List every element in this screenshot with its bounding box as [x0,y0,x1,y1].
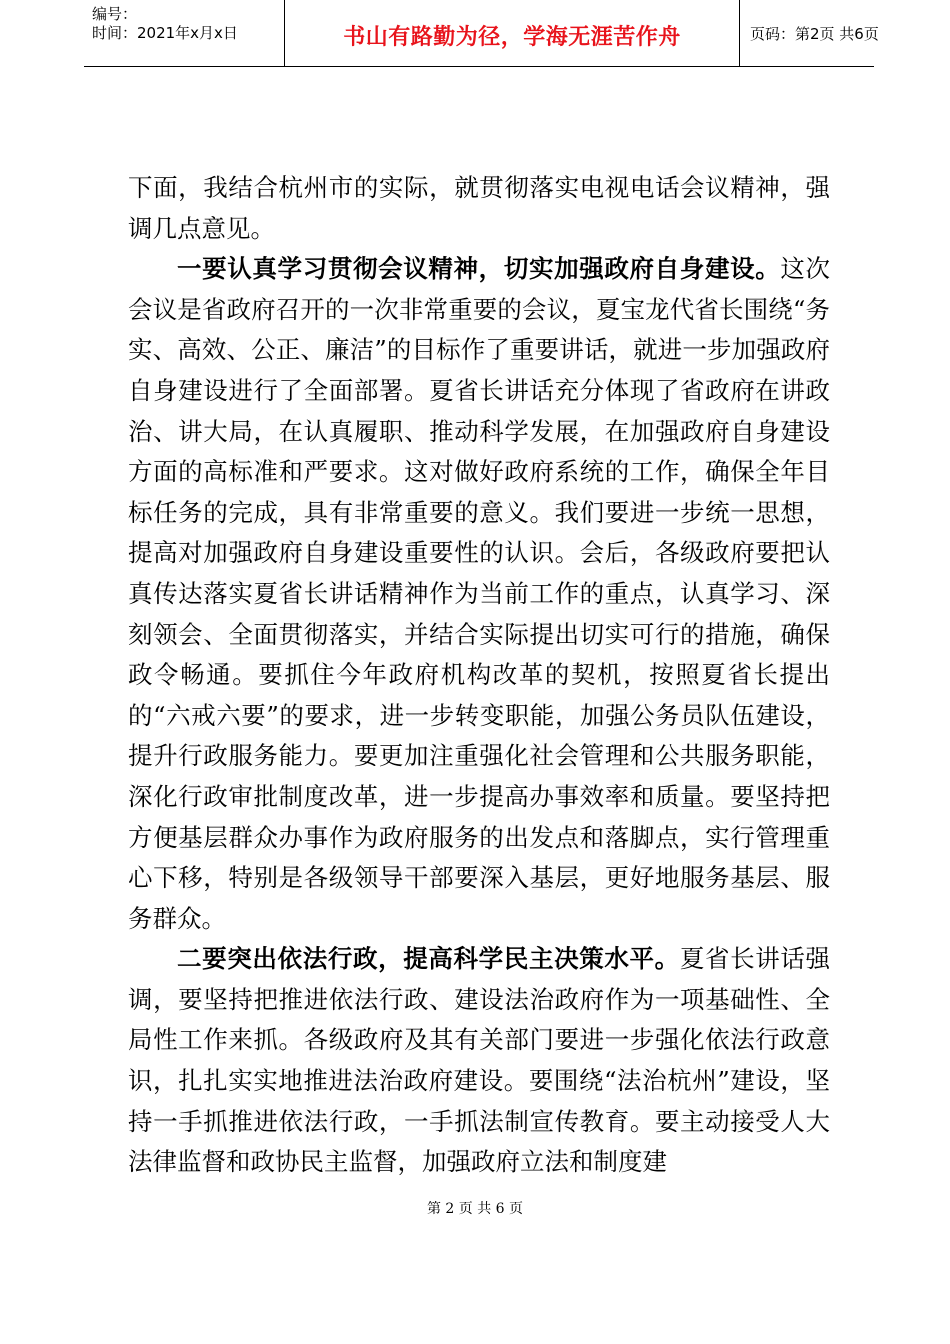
paragraph-text: 夏省长讲话强调，要坚持把推进依法行政、建设法治政府作为一项基础性、全局性工作来抓。各级政府及其有关部门要进一步强化依法行政意识，扎扎实实地推进法治政府建设。要围绕“法治杭州”建设，坚持一手抓推进依法行政，一手抓法制宣传教育。要主动接受人大法律监督和政协民主监督，加强政府立法和制度建 [128,944,831,1177]
section-one-heading: 一要认真学习贯彻会议精神，切实加强政府自身建设。 [177,254,781,284]
intro-paragraph [128,168,830,249]
paragraph-text: 下面，我结合杭州市的实际，就贯彻落实电视电话会议精神，强调几点意见。 [128,173,830,243]
header-meta-cell [84,0,284,66]
page-footer: 第 2 页 共 6 页 [426,1201,524,1217]
section-two-heading: 二要突出依法行政，提高科学民主决策水平。 [177,944,680,974]
header-page-number: 页码：第2页 共6页 [750,25,879,43]
header-motto: 书山有路勤为径，学海无涯苦作舟 [343,25,681,50]
page-header [84,0,879,67]
header-page-cell [740,0,879,66]
document-number-label: 编号： [92,5,138,23]
paragraph-text: 这次会议是省政府召开的一次非常重要的会议，夏宝龙代省长围绕“务实、高效、公正、廉洁”的目标作了重要讲话，就进一步加强政府自身建设进行了全面部署。夏省长讲话充分体现了省政府在讲政治、讲大局，在认真履职、推动科学发展，在加强政府自身建设方面的高标准和严要求。这对做好政府系统的工作，确保全年目标任务的完成，具有非常重要的意义。我们要进一步统一思想，提高对加强政府自身建设重要性的认识。会后，各级政府要把认真传达落实夏省长讲话精神作为当前工作的重点，认真学习、深刻领会、全面贯彻落实，并结合实际提出切实可行的措施，确保政令畅通。要抓住今年政府机构改革的契机，按照夏省长提出的“六戒六要”的要求，进一步转变职能，加强公务员队伍建设，提升行政服务能力。要更加注重强化社会管理和公共服务职能，深化行政审批制度改革，进一步提高办事效率和质量。要坚持把方便基层群众办事作为政府服务的出发点和落脚点，实行管理重心下移，特别是各级领导干部要深入基层，更好地服务基层、服务群众。 [128,254,830,933]
document-date-label: 时间：2021年x月x日 [92,24,238,42]
document-body [128,168,830,1183]
section-one-paragraph [128,249,830,939]
section-two-paragraph [128,939,830,1183]
header-motto-cell [284,0,740,66]
